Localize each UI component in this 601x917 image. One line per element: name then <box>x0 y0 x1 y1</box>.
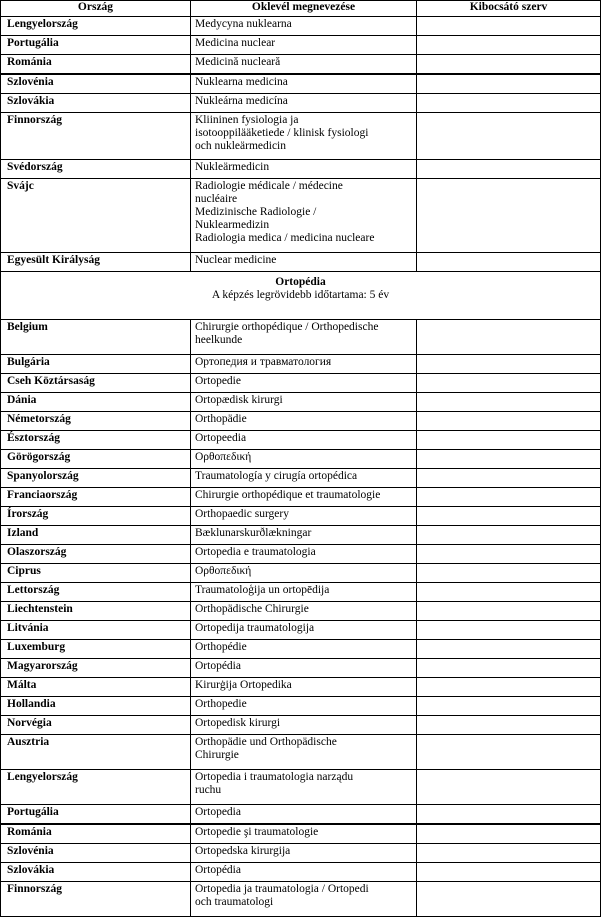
issuer-cell <box>417 526 601 545</box>
country-cell: Észtország <box>1 431 191 450</box>
diploma-line: och traumatologi <box>195 896 274 908</box>
issuer-cell <box>417 469 601 488</box>
country-cell: Ciprus <box>1 564 191 583</box>
diploma-line: Ortopedia e traumatologia <box>195 546 316 558</box>
diploma-line: Medicina nuclear <box>195 37 276 49</box>
issuer-cell <box>417 735 601 770</box>
diploma-line: Radiologie médicale / médecine <box>195 180 343 192</box>
diploma-cell <box>191 253 417 272</box>
table-row <box>1 716 601 735</box>
issuer-cell <box>417 602 601 621</box>
table-row <box>1 805 601 825</box>
table-row <box>1 844 601 863</box>
issuer-cell <box>417 431 601 450</box>
bottom-section-body <box>1 320 601 917</box>
issuer-cell <box>417 160 601 179</box>
country-cell: Németország <box>1 412 191 431</box>
diploma-line: Nukleärmedicin <box>195 161 270 173</box>
issuer-cell <box>417 545 601 564</box>
table-row <box>1 355 601 374</box>
table-row <box>1 450 601 469</box>
country-cell: Lengyelország <box>1 770 191 805</box>
diploma-line: Traumatoloģija un ortopēdija <box>195 584 330 596</box>
diploma-cell <box>191 94 417 113</box>
country-cell: Svájc <box>1 179 191 253</box>
diploma-cell <box>191 735 417 770</box>
issuer-cell <box>417 393 601 412</box>
diploma-cell <box>191 431 417 450</box>
table-row <box>1 412 601 431</box>
table-row <box>1 113 601 160</box>
diploma-line: Nuklearmedizin <box>195 219 270 231</box>
diploma-line: Ορθοπεδική <box>195 451 252 463</box>
issuer-cell <box>417 678 601 697</box>
diploma-cell <box>191 450 417 469</box>
diploma-cell <box>191 355 417 374</box>
diploma-cell <box>191 526 417 545</box>
table-row <box>1 253 601 272</box>
diploma-cell <box>191 583 417 602</box>
diploma-line: Nukleárna medicína <box>195 95 288 107</box>
country-cell: Írország <box>1 507 191 526</box>
section-header-body <box>1 272 601 320</box>
country-cell: Olaszország <box>1 545 191 564</box>
table-row <box>1 640 601 659</box>
table-row <box>1 583 601 602</box>
diploma-line: Ortopedie <box>195 375 241 387</box>
issuer-cell <box>417 507 601 526</box>
table-row <box>1 431 601 450</box>
table-row <box>1 507 601 526</box>
diploma-cell <box>191 469 417 488</box>
country-cell: Litvánia <box>1 621 191 640</box>
table-row <box>1 469 601 488</box>
diploma-cell <box>191 770 417 805</box>
diploma-line: Medycyna nuklearna <box>195 18 292 30</box>
country-cell: Görögország <box>1 450 191 469</box>
diploma-cell <box>191 545 417 564</box>
country-cell: Portugália <box>1 36 191 55</box>
table-row <box>1 697 601 716</box>
diploma-line: Ortopédia <box>195 660 241 672</box>
table-row <box>1 824 601 844</box>
diploma-cell <box>191 564 417 583</box>
diploma-cell <box>191 113 417 160</box>
table-row <box>1 160 601 179</box>
issuer-cell <box>417 74 601 94</box>
table-row <box>1 659 601 678</box>
table-row <box>1 94 601 113</box>
diploma-line: Nuklearna medicina <box>195 76 288 88</box>
diploma-line: Chirurgie <box>195 749 239 761</box>
country-cell: Spanyolország <box>1 469 191 488</box>
diploma-line: heelkunde <box>195 334 243 346</box>
diploma-cell <box>191 179 417 253</box>
diploma-line: nucléaire <box>195 193 238 205</box>
issuer-cell <box>417 564 601 583</box>
issuer-cell <box>417 770 601 805</box>
country-cell: Egyesült Királyság <box>1 253 191 272</box>
diploma-line: och nukleärmedicin <box>195 140 287 152</box>
diploma-cell <box>191 74 417 94</box>
table-row <box>1 526 601 545</box>
diploma-line: Radiologia medica / medicina nucleare <box>195 232 375 244</box>
section-title: Ortopédia <box>275 276 326 288</box>
diploma-line: Ortopædisk kirurgi <box>195 394 283 406</box>
diploma-cell <box>191 412 417 431</box>
diploma-line: Ortopédia <box>195 864 241 876</box>
diploma-cell <box>191 863 417 882</box>
diploma-line: Chirurgie orthopédique et traumatologie <box>195 489 381 501</box>
diploma-line: isotooppilääketiede / klinisk fysiologi <box>195 127 369 139</box>
table-row <box>1 374 601 393</box>
table-row <box>1 488 601 507</box>
diploma-line: Orthopädische Chirurgie <box>195 603 309 615</box>
country-cell: Liechtenstein <box>1 602 191 621</box>
country-cell: Lettország <box>1 583 191 602</box>
diploma-line: Ortopedia i traumatologia narządu <box>195 771 354 783</box>
country-cell: Románia <box>1 824 191 844</box>
country-cell: Svédország <box>1 160 191 179</box>
diploma-cell <box>191 160 417 179</box>
diploma-line: Ortopedia <box>195 806 241 818</box>
issuer-cell <box>417 113 601 160</box>
country-cell: Cseh Köztársaság <box>1 374 191 393</box>
table-row <box>1 564 601 583</box>
section-subtitle: A képzés legrövidebb időtartama: 5 év <box>211 289 390 301</box>
diploma-cell <box>191 640 417 659</box>
country-cell: Bulgária <box>1 355 191 374</box>
country-cell: Belgium <box>1 320 191 355</box>
table-row <box>1 882 601 917</box>
diploma-line: Nuclear medicine <box>195 254 277 266</box>
country-cell: Lengyelország <box>1 17 191 36</box>
country-cell: Szlovákia <box>1 94 191 113</box>
issuer-cell <box>417 488 601 507</box>
table-row <box>1 179 601 253</box>
country-cell: Izland <box>1 526 191 545</box>
diploma-cell <box>191 488 417 507</box>
diploma-cell <box>191 659 417 678</box>
issuer-cell <box>417 355 601 374</box>
issuer-cell <box>417 450 601 469</box>
table-row <box>1 55 601 75</box>
diploma-line: Ορθοπεδική <box>195 565 252 577</box>
issuer-cell <box>417 824 601 844</box>
country-cell: Finnország <box>1 882 191 917</box>
diploma-cell <box>191 55 417 75</box>
issuer-cell <box>417 374 601 393</box>
diploma-cell <box>191 36 417 55</box>
table-row <box>1 74 601 94</box>
issuer-cell <box>417 640 601 659</box>
country-cell: Málta <box>1 678 191 697</box>
country-cell: Szlovénia <box>1 74 191 94</box>
diploma-line: Ortopeedia <box>195 432 247 444</box>
country-cell: Ausztria <box>1 735 191 770</box>
diploma-line: Traumatología y cirugía ortopédica <box>195 470 358 482</box>
table-row <box>1 735 601 770</box>
country-cell: Finnország <box>1 113 191 160</box>
diploma-cell <box>191 824 417 844</box>
diploma-cell <box>191 17 417 36</box>
table-row <box>1 863 601 882</box>
diploma-line: Ortopedska kirurgija <box>195 845 291 857</box>
diploma-cell <box>191 882 417 917</box>
country-cell: Románia <box>1 55 191 75</box>
diploma-cell <box>191 393 417 412</box>
header-country: Ország <box>1 1 191 17</box>
diploma-line: Medizinische Radiologie / <box>195 206 317 218</box>
section-header-row <box>1 272 601 320</box>
diploma-line: Orthopädie und Orthopädische <box>195 736 337 748</box>
diploma-line: Orthopädie <box>195 413 247 425</box>
diploma-cell <box>191 678 417 697</box>
issuer-cell <box>417 805 601 825</box>
country-cell: Magyarország <box>1 659 191 678</box>
issuer-cell <box>417 36 601 55</box>
issuer-cell <box>417 621 601 640</box>
table-row <box>1 621 601 640</box>
table-row <box>1 36 601 55</box>
table-row <box>1 545 601 564</box>
table-row <box>1 320 601 355</box>
issuer-cell <box>417 17 601 36</box>
diploma-line: Ortopedie şi traumatologie <box>195 826 319 838</box>
diploma-line: Kliininen fysiologia ja <box>195 114 299 126</box>
issuer-cell <box>417 844 601 863</box>
diploma-line: Ortopedisk kirurgi <box>195 717 281 729</box>
diploma-cell <box>191 374 417 393</box>
country-cell: Portugália <box>1 805 191 825</box>
issuer-cell <box>417 253 601 272</box>
issuer-cell <box>417 882 601 917</box>
diploma-line: Ortopedija traumatologija <box>195 622 315 634</box>
header-issuer: Kibocsátó szerv <box>417 1 601 17</box>
table-row <box>1 602 601 621</box>
diploma-line: Ortopedia ja traumatologia / Ortopedi <box>195 883 369 895</box>
table-row <box>1 678 601 697</box>
country-cell: Norvégia <box>1 716 191 735</box>
diploma-line: Orthopedie <box>195 698 247 710</box>
issuer-cell <box>417 716 601 735</box>
issuer-cell <box>417 55 601 75</box>
top-section-body <box>1 17 601 272</box>
diploma-cell <box>191 805 417 825</box>
diploma-line: Medicină nucleară <box>195 56 281 68</box>
diploma-line: Ортопедия и травматология <box>195 356 332 368</box>
issuer-cell <box>417 179 601 253</box>
header-row <box>1 1 601 17</box>
country-cell: Luxemburg <box>1 640 191 659</box>
diploma-line: Kirurġija Ortopedika <box>195 679 292 691</box>
diploma-line: Chirurgie orthopédique / Orthopedische <box>195 321 379 333</box>
issuer-cell <box>417 94 601 113</box>
diploma-line: Bæklunarskurðlækningar <box>195 527 312 539</box>
table-row <box>1 770 601 805</box>
diploma-cell <box>191 602 417 621</box>
country-cell: Hollandia <box>1 697 191 716</box>
issuer-cell <box>417 583 601 602</box>
table-row <box>1 393 601 412</box>
country-cell: Dánia <box>1 393 191 412</box>
issuer-cell <box>417 412 601 431</box>
country-cell: Szlovénia <box>1 844 191 863</box>
diploma-cell <box>191 716 417 735</box>
issuer-cell <box>417 320 601 355</box>
diploma-cell <box>191 320 417 355</box>
header-diploma: Oklevél megnevezése <box>191 1 417 17</box>
diploma-line: Orthopaedic surgery <box>195 508 289 520</box>
section-header <box>1 272 601 320</box>
diploma-line: ruchu <box>195 784 222 796</box>
issuer-cell <box>417 863 601 882</box>
diploma-line: Orthopédie <box>195 641 247 653</box>
diploma-cell <box>191 621 417 640</box>
diploma-cell <box>191 507 417 526</box>
issuer-cell <box>417 697 601 716</box>
issuer-cell <box>417 659 601 678</box>
diploma-cell <box>191 844 417 863</box>
table-row <box>1 17 601 36</box>
diploma-cell <box>191 697 417 716</box>
country-cell: Franciaország <box>1 488 191 507</box>
country-cell: Szlovákia <box>1 863 191 882</box>
